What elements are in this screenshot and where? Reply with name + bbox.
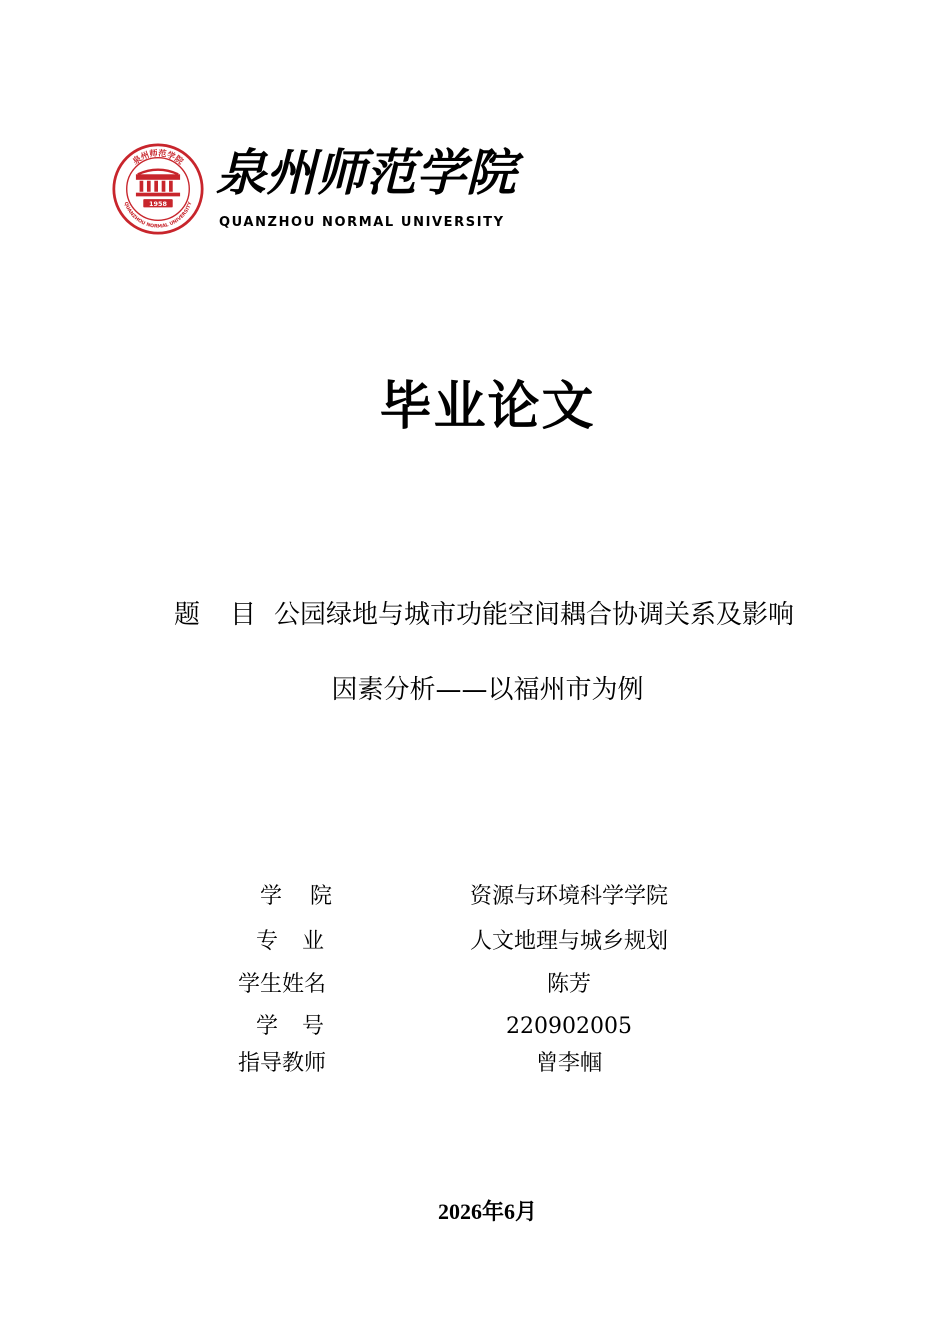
submission-date: 2026年6月 <box>437 1199 537 1224</box>
info-row-student-name <box>232 968 732 1002</box>
info-value: 220902005 <box>506 1014 632 1039</box>
info-row-major <box>232 925 732 959</box>
info-label: 学号 <box>256 1014 349 1039</box>
university-name-cn: 泉州师范学院 <box>216 143 516 202</box>
info-label: 指导教师 <box>237 1051 326 1076</box>
document-title: 毕业论文 <box>379 377 596 437</box>
info-label: 学院 <box>260 884 361 909</box>
info-row-college <box>232 880 732 914</box>
info-label: 专业 <box>256 929 349 954</box>
info-value: 曾李帼 <box>535 1051 602 1076</box>
topic-line-1: 公园绿地与城市功能空间耦合协调关系及影响 <box>274 600 795 630</box>
info-row-student-id <box>232 1010 732 1044</box>
university-name-en: QUANZHOU NORMAL UNIVERSITY <box>219 215 505 230</box>
seal-year: 1958 <box>149 199 167 208</box>
topic-label: 题目 <box>174 600 287 630</box>
info-row-advisor <box>232 1047 732 1081</box>
seal-top-text: 泉州师范学院 <box>130 147 186 167</box>
info-label: 学生姓名 <box>237 972 326 997</box>
info-value: 人文地理与城乡规划 <box>469 929 668 954</box>
info-value: 资源与环境科学学院 <box>469 884 668 909</box>
topic-row <box>174 595 794 635</box>
university-seal-logo <box>112 143 204 235</box>
seal-bottom-text: QUANZHOU NORMAL UNIVERSITY <box>122 201 194 230</box>
topic-line-2: 因素分析——以福州市为例 <box>331 675 644 705</box>
info-value: 陈芳 <box>546 972 591 997</box>
